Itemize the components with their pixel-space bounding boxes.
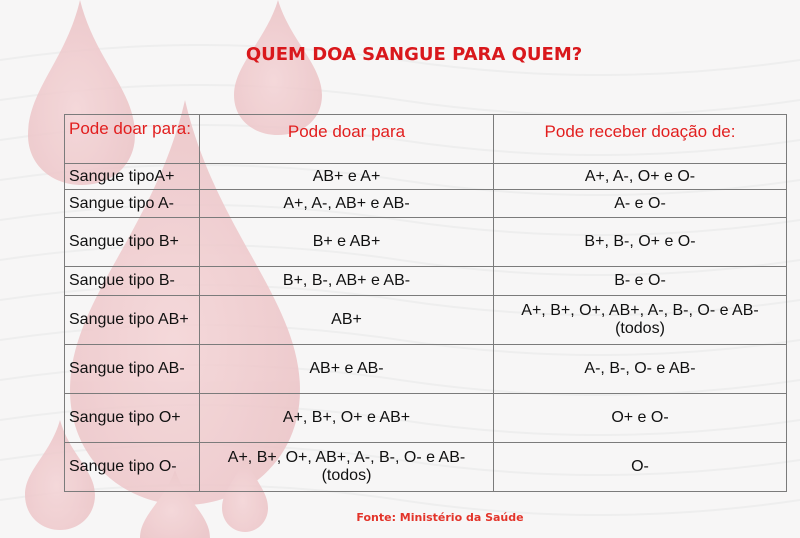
blood-type-cell: Sangue tipo O- — [65, 443, 200, 492]
can-receive-from-cell: A+, B+, O+, AB+, A-, B-, O- e AB- (todos) — [494, 296, 787, 345]
table-row — [65, 296, 787, 345]
can-receive-from-cell: B- e O- — [494, 267, 787, 296]
can-donate-to-cell: AB+ e A+ — [200, 164, 494, 190]
blood-type-cell: Sangue tipo B- — [65, 267, 200, 296]
can-receive-from-cell: A- e O- — [494, 190, 787, 218]
column-header: Pode doar para: — [65, 115, 200, 164]
table-row — [65, 218, 787, 267]
can-donate-to-cell: B+, B-, AB+ e AB- — [200, 267, 494, 296]
donation-table — [64, 114, 787, 492]
can-receive-from-cell: O- — [494, 443, 787, 492]
table-row — [65, 394, 787, 443]
blood-type-cell: Sangue tipo AB- — [65, 345, 200, 394]
column-header: Pode doar para — [200, 115, 494, 164]
can-donate-to-cell: AB+ — [200, 296, 494, 345]
blood-type-cell: Sangue tipo O+ — [65, 394, 200, 443]
table-row — [65, 443, 787, 492]
blood-type-cell: Sangue tipo B+ — [65, 218, 200, 267]
table-row — [65, 190, 787, 218]
can-donate-to-cell: A+, A-, AB+ e AB- — [200, 190, 494, 218]
blood-type-cell: Sangue tipo AB+ — [65, 296, 200, 345]
can-donate-to-cell: AB+ e AB- — [200, 345, 494, 394]
can-donate-to-cell: A+, B+, O+, AB+, A-, B-, O- e AB- (todos) — [200, 443, 494, 492]
table-row — [65, 267, 787, 296]
can-receive-from-cell: B+, B-, O+ e O- — [494, 218, 787, 267]
can-receive-from-cell: A+, A-, O+ e O- — [494, 164, 787, 190]
table-row — [65, 164, 787, 190]
blood-type-cell: Sangue tipoA+ — [65, 164, 200, 190]
page-title: QUEM DOA SANGUE PARA QUEM? — [245, 44, 583, 65]
blood-type-cell: Sangue tipo A- — [65, 190, 200, 218]
source-note: Fonte: Ministério da Saúde — [356, 511, 524, 524]
table-row — [65, 345, 787, 394]
can-receive-from-cell: A-, B-, O- e AB- — [494, 345, 787, 394]
can-donate-to-cell: B+ e AB+ — [200, 218, 494, 267]
can-donate-to-cell: A+, B+, O+ e AB+ — [200, 394, 494, 443]
column-header: Pode receber doação de: — [494, 115, 787, 164]
table-header-row — [65, 115, 787, 164]
can-receive-from-cell: O+ e O- — [494, 394, 787, 443]
